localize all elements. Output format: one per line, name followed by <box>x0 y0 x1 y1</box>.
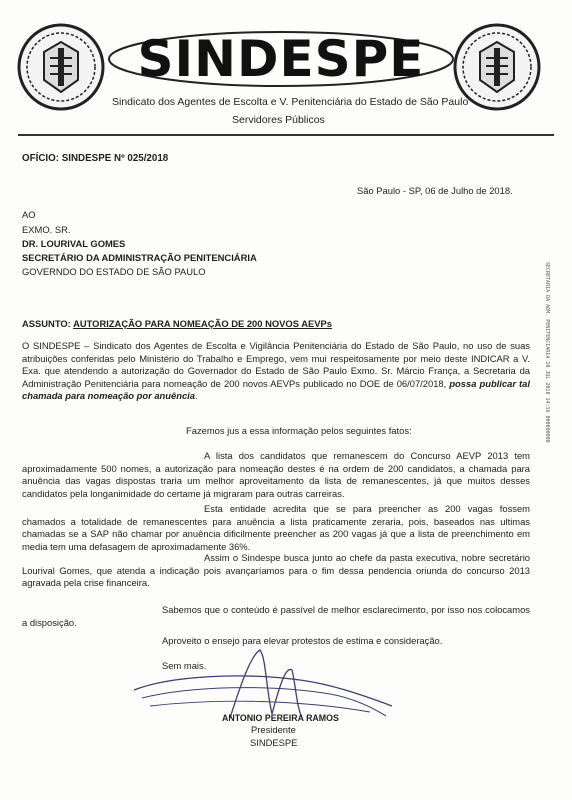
brand-logo <box>108 30 454 88</box>
recipient-office: SECRETÁRIO DA ADMINISTRAÇÃO PENITENCIÁRIA <box>22 252 257 263</box>
facts-intro: Fazemos jus a essa informação pelos seguintes fatos: <box>186 425 412 436</box>
letter-reference: OFÍCIO: SINDESPE Nº 025/2018 <box>22 153 169 164</box>
union-emblem-left-icon <box>16 22 106 112</box>
header-divider <box>18 134 554 136</box>
protocol-stamp: SECRETARIA DA ADM. PENITENCIÁRIA 10 JUL 2018 14:16 000000000 <box>544 262 550 443</box>
recipient-government: GOVERNDO DO ESTADO DE SÃO PAULO <box>22 266 206 277</box>
closing-paragraph-3: Sem mais. <box>162 660 207 671</box>
signatory-title: Presidente <box>251 724 296 735</box>
recipient-to: AO <box>22 209 36 220</box>
intro-end: . <box>194 390 198 401</box>
recipient-honorific: EXMO. SR. <box>22 224 71 235</box>
paragraph-2: Esta entidade acredita que se para preencher as 200 vagas fossem chamados a totalidade de remanescentes para anuência a lista praticamente zeraria, pois, baseados nas ultimas chamadas se a SAP não chamar por anuência dificilmente preencher as 200 vagas já que a lista de preenchimento em media tem uma defasagem de aproximadamente 36%. <box>22 503 530 552</box>
letterhead-subtitle: Sindicato dos Agentes de Escolta e V. Penitenciária do Estado de São Paulo <box>112 96 469 108</box>
paragraph-1: A lista dos candidatos que remanescem do Concurso AEVP 2013 tem aproximadamente 500 nomes, a autorização para nomeação destes é na ordem de 200 candidatos, a chamada para anuência das vagas dispostas traria um melhor aproveitamento da lista de remanescentes, já que muitos desses candidatos pela longanimidade do certame já migraram para outras carreiras. <box>22 450 530 499</box>
closing-paragraph-1: Sabemos que o conteúdo é passível de melhor esclarecimento, por isso nos colocamos a disposição. <box>22 604 530 628</box>
intro-paragraph <box>22 340 530 403</box>
subject-label: ASSUNTO: <box>22 318 71 329</box>
brand-name: SINDESPE <box>137 30 425 88</box>
signatory-name: ANTONIO PEREIRA RAMOS <box>222 713 339 723</box>
letterhead <box>0 0 572 140</box>
closing-paragraph-2: Aproveito o ensejo para elevar protestos de estima e consideração. <box>162 635 443 646</box>
paragraph-3: Assim o Sindespe busca junto ao chefe da pasta executiva, nobre secretário Lourival Gomes, que atenda a indicação pois avançaríamos para o fim dessa pendencia oriunda do concurso 2013 agravada pela crise financeira. <box>22 552 530 588</box>
intro-text: O SINDESPE – Sindicato dos Agentes de Escolta e Vigilância Penitenciária do Estado de São Paulo, no uso de suas atribuições conferidas pelo Ministério do Trabalho e Emprego, vem mui respeitosamente por meio deste INDICAR a V. Exa. que atendendo a autorização do Governador do Estado de São Paulo Exmo. Sr. Márcio França, a Secretaria da Administração Penitenciária para nomeação de 200 novos AEVPs publicado no DOE de 06/07/2018, <box>22 340 530 389</box>
letter-date: São Paulo - SP, 06 de Julho de 2018. <box>357 185 513 196</box>
signatory-org: SINDESPE <box>250 737 298 748</box>
subject-line <box>22 318 332 331</box>
intro-emphasis: possa publicar tal chamada para nomeação por anuência <box>22 377 530 401</box>
recipient-name: DR. LOURIVAL GOMES <box>22 238 126 249</box>
subject-text: AUTORIZAÇÃO PARA NOMEAÇÃO DE 200 NOVOS AEVPs <box>73 318 332 329</box>
letterhead-tagline: Servidores Públicos <box>232 114 325 126</box>
